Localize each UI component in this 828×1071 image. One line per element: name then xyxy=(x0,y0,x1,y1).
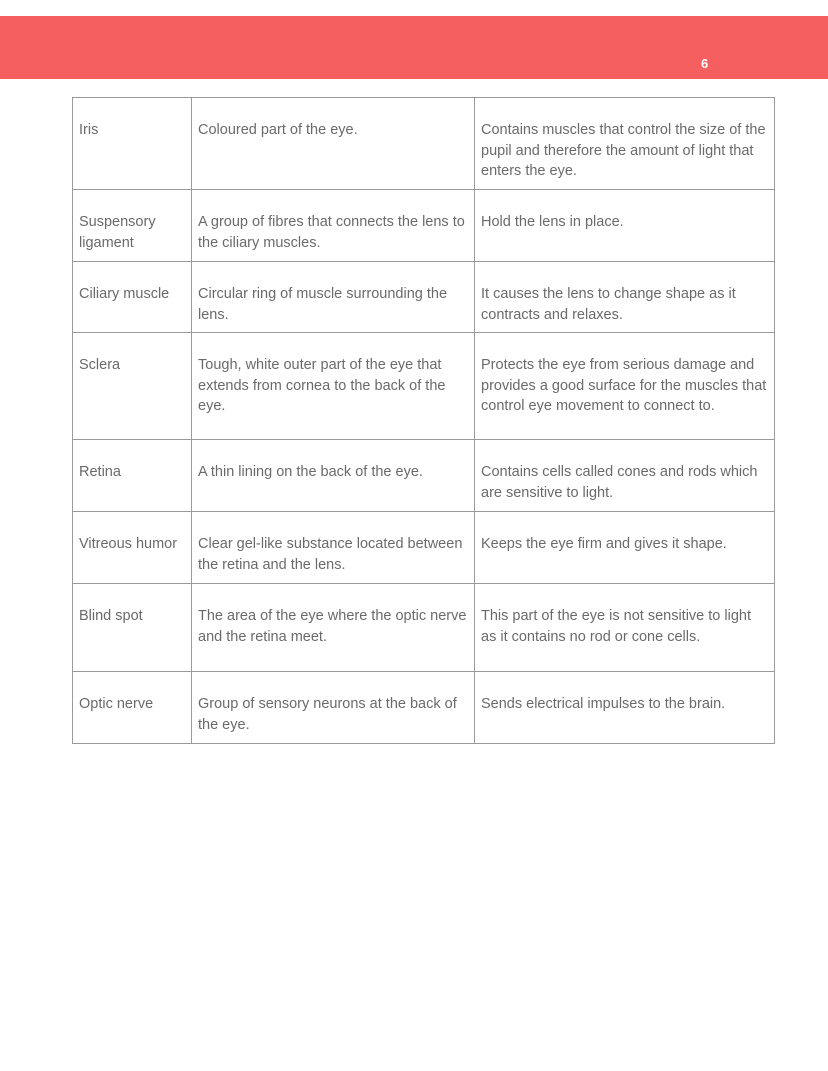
header-bar xyxy=(0,16,828,79)
description-cell: Circular ring of muscle surrounding the lens. xyxy=(192,262,475,333)
function-cell: It causes the lens to change shape as it contracts and relaxes. xyxy=(475,262,775,333)
description-cell: A thin lining on the back of the eye. xyxy=(192,440,475,512)
description-cell: The area of the eye where the optic nerve and the retina meet. xyxy=(192,584,475,672)
table-row xyxy=(73,672,775,744)
function-cell: This part of the eye is not sensitive to light as it contains no rod or cone cells. xyxy=(475,584,775,672)
function-cell: Hold the lens in place. xyxy=(475,190,775,262)
part-cell: Suspensory ligament xyxy=(73,190,192,262)
part-cell: Sclera xyxy=(73,333,192,440)
function-cell: Contains cells called cones and rods which are sensitive to light. xyxy=(475,440,775,512)
description-cell: Coloured part of the eye. xyxy=(192,98,475,190)
function-cell: Keeps the eye firm and gives it shape. xyxy=(475,512,775,584)
description-cell: A group of fibres that connects the lens to the ciliary muscles. xyxy=(192,190,475,262)
table-row xyxy=(73,262,775,333)
description-cell: Group of sensory neurons at the back of the eye. xyxy=(192,672,475,744)
part-cell: Vitreous humor xyxy=(73,512,192,584)
table-row xyxy=(73,584,775,672)
function-cell: Protects the eye from serious damage and provides a good surface for the muscles that control eye movement to connect to. xyxy=(475,333,775,440)
table-row xyxy=(73,98,775,190)
eye-parts-table xyxy=(72,97,775,744)
page-number: 6 xyxy=(701,56,709,71)
table-row xyxy=(73,512,775,584)
part-cell: Blind spot xyxy=(73,584,192,672)
part-cell: Ciliary muscle xyxy=(73,262,192,333)
table-row xyxy=(73,190,775,262)
part-cell: Iris xyxy=(73,98,192,190)
function-cell: Contains muscles that control the size of the pupil and therefore the amount of light that enters the eye. xyxy=(475,98,775,190)
part-cell: Retina xyxy=(73,440,192,512)
part-cell: Optic nerve xyxy=(73,672,192,744)
description-cell: Clear gel-like substance located between the retina and the lens. xyxy=(192,512,475,584)
function-cell: Sends electrical impulses to the brain. xyxy=(475,672,775,744)
table-row xyxy=(73,440,775,512)
description-cell: Tough, white outer part of the eye that extends from cornea to the back of the eye. xyxy=(192,333,475,440)
table-row xyxy=(73,333,775,440)
